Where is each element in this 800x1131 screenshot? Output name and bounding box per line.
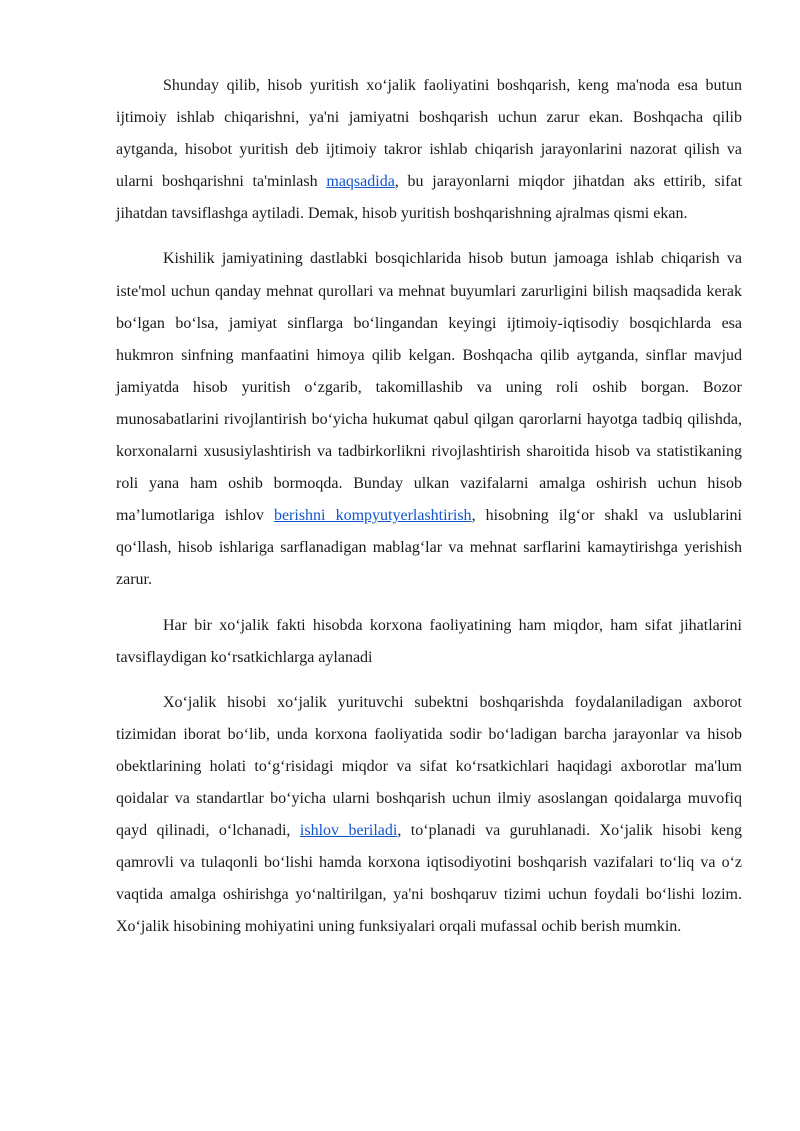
paragraph-3 — [116, 610, 742, 674]
link-berishni-kompyutyerlashtirish[interactable]: berishni kompyutyerlashtirish — [273, 507, 472, 525]
paragraph-4 — [116, 687, 742, 944]
paragraph-text: , to‘planadi va guruhlanadi. Xo‘jalik hisobi keng qamrovli va tulaqonli bo‘lishi hamda korxona iqtisodiyotini boshqarish vazifalari to‘liq va o‘z vaqtida amalga oshirishga yo‘naltirilgan, ya'ni boshqaruv tizimi uchun foydali bo‘lishi lozim. Xo‘jalik hisobining mohiyatini uning funksiyalari orqali mufassal ochib berish mumkin. — [116, 822, 743, 936]
document-page — [116, 70, 742, 956]
paragraph-text: Kishilik jamiyatining dastlabki bosqichlarida hisob butun jamoaga ishlab chiqarish va iste'mol uchun qanday mehnat qurollari va mehnat buyumlari zarurligini bilish maqsadida kerak bo‘lgan bo‘lsa, jamiyat sinflarga bo‘lingandan keyingi ijtimoiy-iqtisodiy bosqichlarda esa hukmron sinfning manfaatini himoya qilib kelgan. Boshqacha qilib aytganda, sinflar mavjud jamiyatda hisob yuritish o‘zgarib, takomillashib va uning roli oshib borgan. Bozor munosabatlarini rivojlantirish bo‘yicha hukumat qabul qilgan qarorlarni hayotga tadbiq qilishda, korxonalarni xususiylashtirish va tadbirkorlikni rivojlashtirish sharoitida hisob va statistikaning roli yana ham oshib bormoqda. Bunday ulkan vazifalarni amalga oshirish uchun hisob ma’lumotlariga ishlov — [116, 250, 742, 525]
paragraph-2 — [116, 243, 742, 596]
paragraph-text: , bu jarayonlarni miqdor jihatdan aks ettirib, sifat jihatdan tavsiflashga aytiladi. Demak, hisob yuritish boshqarishning ajralmas qismi ekan. — [116, 173, 743, 223]
paragraph-text: , hisobning ilg‘or shakl va uslublarini qo‘llash, hisob ishlariga sarflanadigan mablag‘lar va mehnat sarflarini kamaytirishga yerishish zarur. — [116, 507, 742, 589]
link-maqsadida[interactable]: maqsadida — [326, 173, 395, 191]
paragraph-text: Xo‘jalik hisobi xo‘jalik yurituvchi subektni boshqarishda foydalaniladigan axborot tizimidan iborat bo‘lib, unda korxona faoliyatida sodir bo‘ladigan barcha jarayonlar va hisob obektlarining holati to‘g‘risidagi miqdor va sifat ko‘rsatkichlari haqidagi axborotlar ma'lum qoidalar va standartlar bo‘yicha ularni boshqarish uchun ilmiy asoslangan qoidalarga muvofiq qayd qilinadi, o‘lchanadi, — [116, 693, 742, 840]
paragraph-1 — [116, 70, 742, 230]
link-ishlov-beriladi[interactable]: ishlov beriladi — [299, 822, 398, 840]
paragraph-text: Shunday qilib, hisob yuritish xo‘jalik faoliyatini boshqarish, keng ma'noda esa butun ijtimoiy ishlab chiqarishni, ya'ni jamiyatni boshqarish uchun zarur ekan. Boshqacha qilib aytganda, hisobot yuritish deb ijtimoiy takror ishlab chiqarish jarayonlarini nazorat qilish va ularni boshqarishni ta'minlash — [116, 77, 742, 191]
paragraph-text: Har bir xo‘jalik fakti hisobda korxona faoliyatining ham miqdor, ham sifat jihatlarini tavsiflaydigan ko‘rsatkichlarga aylanadi — [116, 616, 742, 666]
